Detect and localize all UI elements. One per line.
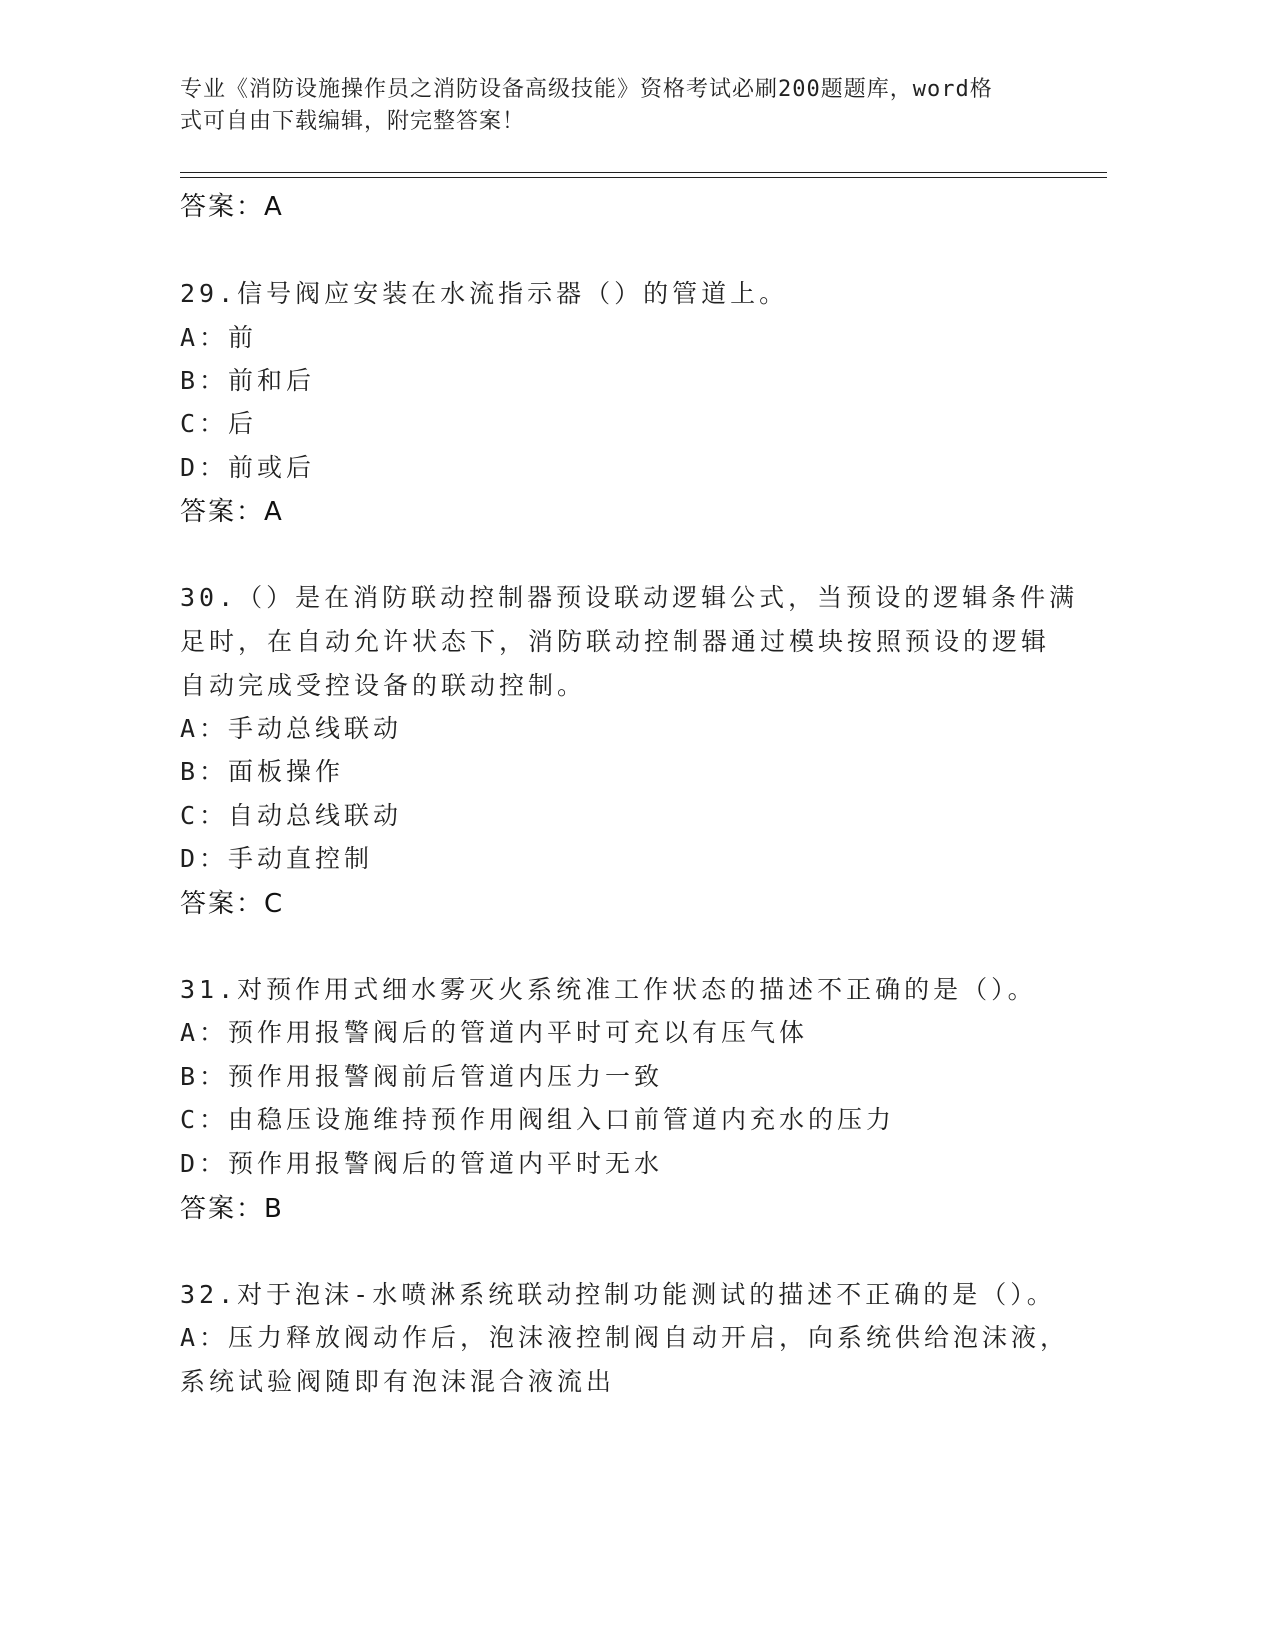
question-30-option-d: D：手动直控制 <box>180 844 374 873</box>
question-31-option-b: B：预作用报警阀前后管道内压力一致 <box>180 1062 664 1091</box>
question-32-option-a-line-1: A：压力释放阀动作后，泡沫液控制阀自动开启，向系统供给泡沫液， <box>180 1323 1070 1352</box>
question-29-option-d: D：前或后 <box>180 453 316 482</box>
header-line-1: 专业《消防设施操作员之消防设备高级技能》资格考试必刷200题题库，word格 <box>180 77 993 102</box>
answer-31: 答案：B <box>180 1194 284 1224</box>
header-divider-bottom <box>180 177 1107 178</box>
answer-30: 答案：C <box>180 889 285 919</box>
question-31-option-a: A：预作用报警阀后的管道内平时可充以有压气体 <box>180 1018 809 1047</box>
question-31-stem: 31.对预作用式细水雾灭火系统准工作状态的描述不正确的是（）。 <box>180 975 1037 1004</box>
document-header <box>180 74 1040 138</box>
question-29-option-c: C：后 <box>180 409 258 438</box>
question-30-option-a: A：手动总线联动 <box>180 714 403 743</box>
answer-29: 答案：A <box>180 497 284 527</box>
question-30-stem-line-1: 30.（）是在消防联动控制器预设联动逻辑公式，当预设的逻辑条件满 <box>180 583 1079 612</box>
question-29-stem: 29.信号阀应安装在水流指示器（）的管道上。 <box>180 279 789 308</box>
question-31-option-d: D：预作用报警阀后的管道内平时无水 <box>180 1149 664 1178</box>
question-32-stem: 32.对于泡沫-水喷淋系统联动控制功能测试的描述不正确的是（）。 <box>180 1280 1056 1309</box>
question-30-option-c: C：自动总线联动 <box>180 801 403 830</box>
header-divider-top <box>180 172 1107 173</box>
question-31-option-c: C：由稳压设施维持预作用阀组入口前管道内充水的压力 <box>180 1105 896 1134</box>
question-29-option-a: A：前 <box>180 323 258 352</box>
question-30-stem-line-2: 足时，在自动允许状态下，消防联动控制器通过模块按照预设的逻辑 <box>180 627 1051 656</box>
question-30-option-b: B：面板操作 <box>180 757 345 786</box>
question-29-option-b: B：前和后 <box>180 366 316 395</box>
question-32-option-a-line-2: 系统试验阀随即有泡沫混合液流出 <box>180 1367 616 1396</box>
question-30-stem-line-3: 自动完成受控设备的联动控制。 <box>180 671 587 700</box>
answer-28: 答案：A <box>180 192 284 222</box>
header-line-2: 式可自由下载编辑，附完整答案！ <box>180 109 526 134</box>
